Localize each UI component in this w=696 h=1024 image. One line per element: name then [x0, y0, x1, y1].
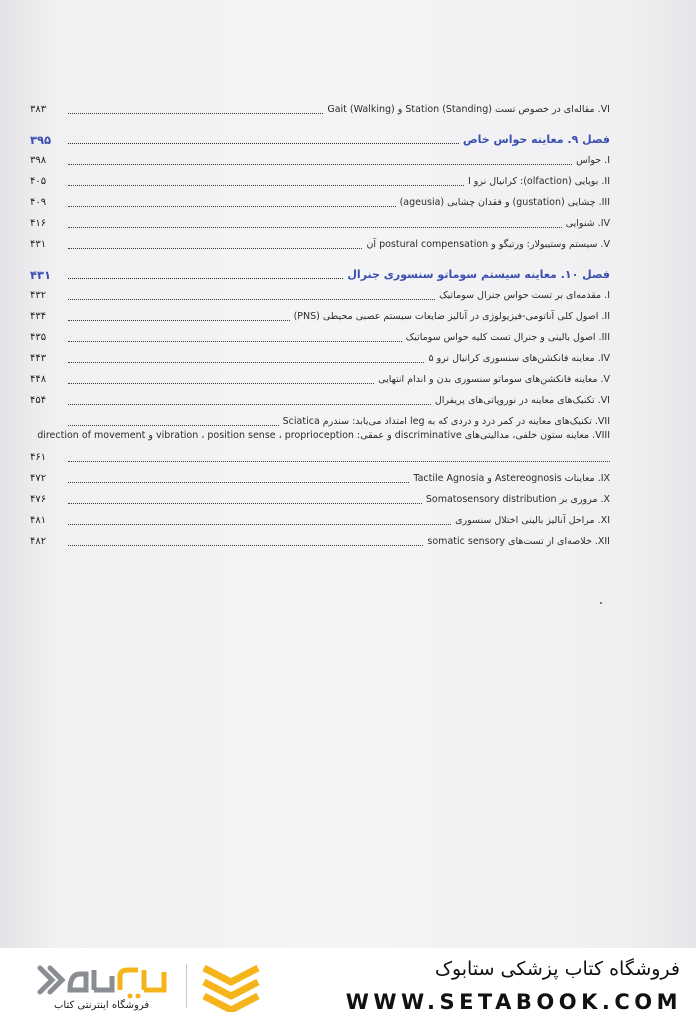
toc-entry-title: XI. مراحل آنالیز بالینی اختلال سنسوری	[455, 515, 610, 526]
dot-leader	[68, 299, 435, 300]
toc-entry-title: فصل ۹. معاینه حواس خاص	[462, 133, 610, 146]
dot-leader	[68, 503, 422, 504]
chevron-stack-icon	[200, 962, 262, 1012]
toc-entry-title: VI. مقاله‌ای در خصوص تست Station (Standing) و Gait (Walking)	[327, 104, 610, 115]
toc-page-number: ۴۷۶	[30, 494, 47, 505]
toc-entry-title: III. چشایی (gustation) و فقدان چشایی (ageusia)	[399, 197, 610, 208]
toc-row[interactable]	[30, 408, 610, 429]
toc-row[interactable]	[30, 465, 610, 486]
store-banner	[0, 948, 696, 1024]
dot-leader	[68, 461, 610, 462]
toc-entry-title: IV. معاینه فانکشن‌های سنسوری کرانیال نرو ۵	[428, 353, 610, 364]
toc-row[interactable]	[30, 147, 610, 168]
toc-page-number: ۴۴۳	[30, 353, 47, 364]
toc-page-number: ۴۳۵	[30, 332, 47, 343]
dot-leader	[68, 113, 323, 114]
table-of-contents	[30, 96, 610, 549]
toc-chapter-row[interactable]	[30, 117, 610, 147]
toc-row[interactable]	[30, 189, 610, 210]
toc-entry-title: I. مقدمه‌ای بر تست حواس جنرال سوماتیک	[439, 290, 610, 301]
dot-leader	[68, 227, 562, 228]
dot-leader	[68, 143, 459, 144]
toc-page-number: ۴۸۲	[30, 536, 47, 547]
dot-leader	[68, 524, 451, 525]
toc-row[interactable]	[30, 387, 610, 408]
dot-leader	[68, 278, 343, 279]
dot-leader	[68, 185, 464, 186]
toc-chapter-row[interactable]	[30, 252, 610, 282]
toc-entry-title: XII. خلاصه‌ای از تست‌های somatic sensory	[427, 536, 610, 547]
dot-leader	[68, 383, 374, 384]
toc-entry-title: IV. شنوایی	[565, 218, 610, 229]
logo-wordmark-icon	[34, 960, 174, 1000]
toc-page-number: ۴۳۴	[30, 311, 47, 322]
toc-page-number: ۴۶۱	[30, 452, 47, 463]
setabook-logo[interactable]	[34, 960, 284, 1014]
toc-page-number: ۴۸۱	[30, 515, 47, 526]
toc-entry-title: X. مروری بر Somatosensory distribution	[425, 494, 610, 505]
toc-row[interactable]	[30, 231, 610, 252]
toc-entry-title: I. حواس	[576, 155, 610, 166]
logo-subtitle: فروشگاه اینترنتی کتاب	[54, 1000, 150, 1011]
toc-row[interactable]	[30, 507, 610, 528]
toc-page-number: ۴۳۲	[30, 290, 47, 301]
dot-leader	[68, 164, 572, 165]
toc-page-number: ۴۳۱	[30, 268, 52, 282]
dot-leader	[68, 206, 396, 207]
toc-page-number: ۳۸۳	[30, 104, 47, 115]
dot-leader	[68, 362, 424, 363]
toc-page-number: ۴۱۶	[30, 218, 47, 229]
dot-leader	[68, 248, 362, 249]
toc-page-number: ۴۵۴	[30, 395, 47, 406]
toc-row[interactable]	[30, 210, 610, 231]
dot-leader	[68, 320, 290, 321]
toc-entry-title: V. معاینه فانکشن‌های سوماتو سنسوری بدن و اندام انتهایی	[378, 374, 610, 385]
store-name: فروشگاه کتاب پزشکی ستابوک	[434, 958, 680, 980]
toc-entry-title: II. بویایی (olfaction): کرانیال نرو I	[467, 176, 610, 187]
toc-entry-title: V. سیستم وستیبولار: ورتیگو و postural compensation آن	[366, 239, 610, 250]
toc-page-number: ۴۴۸	[30, 374, 47, 385]
toc-row[interactable]	[30, 303, 610, 324]
dot-leader	[68, 545, 423, 546]
toc-row[interactable]	[30, 282, 610, 303]
logo-divider	[186, 964, 187, 1008]
toc-entry-title: فصل ۱۰. معاینه سیستم سوماتو سنسوری جنرال	[347, 268, 610, 281]
store-url-link[interactable]: WWW.SETABOOK.COM	[345, 990, 682, 1014]
toc-page-number: ۴۰۵	[30, 176, 47, 187]
paper-speck	[600, 602, 602, 604]
toc-entry-title: VI. تکنیک‌های معاینه در نوروپاتی‌های پریفرال	[434, 395, 610, 406]
toc-entry-title: II. اصول کلی آناتومی-فیزیولوژی در آنالیز ضایعات سیستم عصبی محیطی (PNS)	[293, 311, 610, 322]
toc-row[interactable]	[30, 168, 610, 189]
toc-entry-title: VII. تکنیک‌های معاینه در کمر درد و دردی که به leg امتداد می‌یابد: سندرم Sciatica	[282, 416, 610, 427]
toc-page-number: ۴۳۱	[30, 239, 47, 250]
toc-page-number: ۳۹۵	[30, 133, 52, 147]
toc-row[interactable]	[30, 345, 610, 366]
toc-row[interactable]	[30, 528, 610, 549]
toc-page-number: ۳۹۸	[30, 155, 47, 166]
dot-leader	[68, 341, 402, 342]
toc-page-number: ۴۷۲	[30, 473, 47, 484]
toc-row[interactable]	[30, 366, 610, 387]
toc-page-number: ۴۰۹	[30, 197, 47, 208]
toc-row[interactable]	[30, 429, 610, 465]
dot-leader	[68, 404, 431, 405]
toc-entry-title: III. اصول بالینی و جنرال تست کلیه حواس سوماتیک	[405, 332, 610, 343]
toc-entry-title: IX. معاینات Astereognosis و Tactile Agnosia	[413, 473, 610, 484]
dot-leader	[68, 482, 409, 483]
toc-row[interactable]	[30, 96, 610, 117]
toc-row[interactable]	[30, 486, 610, 507]
toc-entry-title: VIII. معاینه ستون خلفی، مدالیتی‌های discriminative و عمقی: vibration ، position sense ، proprioception و direction of movement	[37, 430, 610, 441]
toc-row[interactable]	[30, 324, 610, 345]
dot-leader	[68, 425, 279, 426]
